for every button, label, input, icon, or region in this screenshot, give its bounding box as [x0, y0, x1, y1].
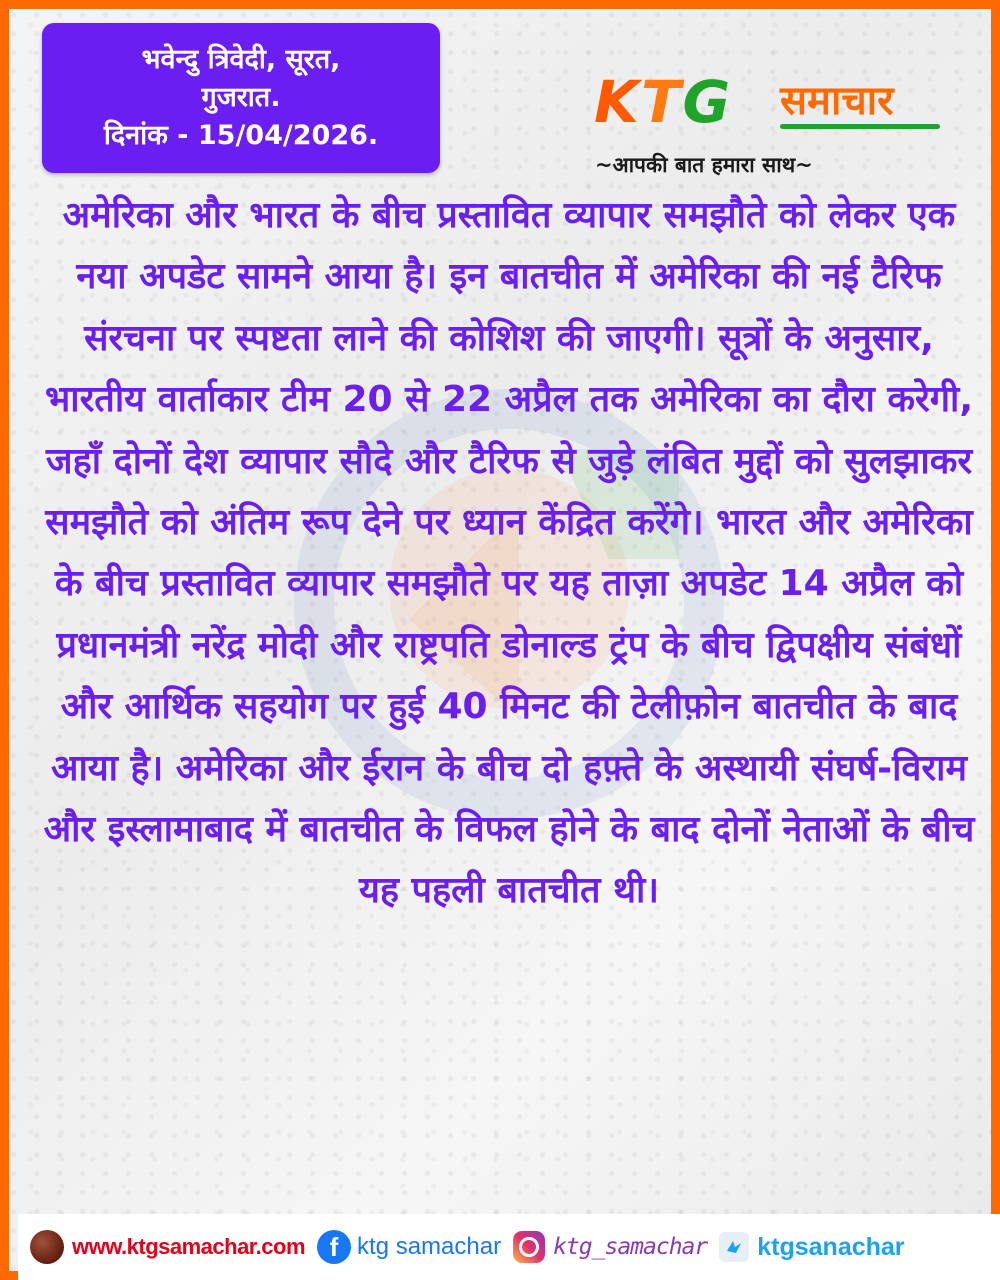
twitter-link[interactable]: [719, 1232, 904, 1262]
twitter-handle: ktgsanachar: [757, 1232, 905, 1261]
facebook-icon: f: [317, 1230, 351, 1264]
byline-location: गुजरात.: [201, 82, 281, 113]
byline-box: [42, 23, 440, 173]
article-body: अमेरिका और भारत के बीच प्रस्तावित व्यापार समझौते को लेकर एक नया अपडेट सामने आया है। इन बातचीत में अमेरिका की नई टैरिफ संरचना पर स्पष्टता लाने की कोशिश की जाएगी। सूत्रों के अनुसार, भारतीय वार्ताकार टीम 20 से 22 अप्रैल तक अमेरिका का दौरा करेगी, जहाँ दोनों देश व्यापार सौदे और टैरिफ से जुड़े लंबित मुद्दों को सुलझाकर समझौते को अंतिम रूप देने पर ध्यान केंद्रित करेंगे। भारत और अमेरिका के बीच प्रस्तावित व्यापार समझौते पर यह ताज़ा अपडेट 14 अप्रैल को प्रधानमंत्री नरेंद्र मोदी और राष्ट्रपति डोनाल्ड ट्रंप के बीच द्विपक्षीय संबंधों और आर्थिक सहयोग पर हुई 40 मिनट की टेलीफ़ोन बातचीत के बाद आया है। अमेरिका और ईरान के बीच दो हफ़्ते के अस्थायी संघर्ष-विराम और इस्लामाबाद में बातचीत के विफल होने के बाद दोनों नेताओं के बीच यह पहली बातचीत थी।: [43, 195, 975, 912]
logo-letter-k: K: [594, 68, 641, 136]
logo-hindi-text: समाचार: [780, 78, 894, 124]
logo-underline: [780, 124, 940, 129]
instagram-handle: ktg_samachar: [553, 1234, 708, 1260]
logo-ktg-letters: [594, 69, 732, 135]
instagram-link[interactable]: [513, 1231, 707, 1263]
logo-letter-g: G: [682, 68, 733, 136]
facebook-link[interactable]: [317, 1230, 501, 1264]
website-link[interactable]: [18, 1230, 305, 1264]
social-footer: [18, 1214, 1000, 1280]
byline-author: भवेन्दु त्रिवेदी, सूरत,: [141, 44, 341, 75]
facebook-handle: ktg samachar: [357, 1233, 502, 1260]
byline-date: दिनांक - 15/04/2026.: [103, 120, 379, 151]
globe-icon: [30, 1230, 64, 1264]
twitter-icon: [719, 1232, 749, 1262]
instagram-icon: [513, 1231, 545, 1263]
website-text: www.ktgsamachar.com: [72, 1234, 306, 1259]
brand-tagline: ~आपकी बात हमारा साथ~: [595, 153, 813, 177]
logo-letter-t: T: [640, 68, 683, 136]
